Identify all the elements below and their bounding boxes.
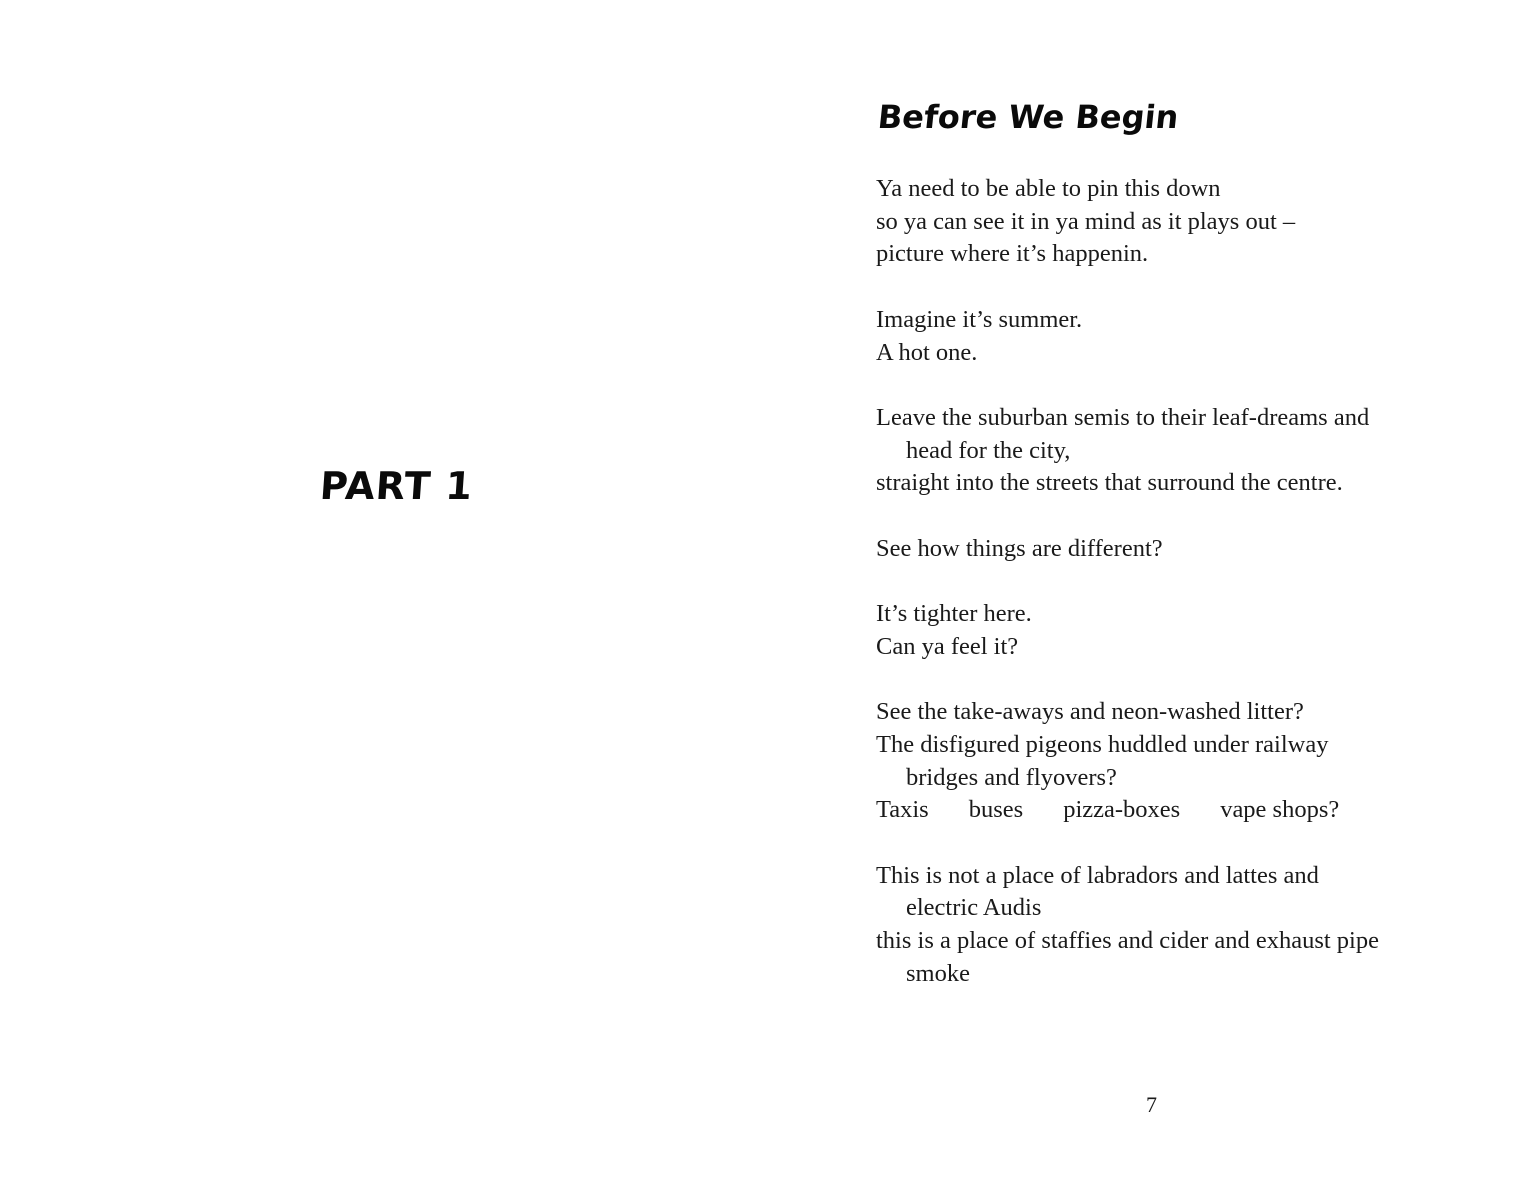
spaced-word: buses — [968, 796, 1024, 824]
spaced-poem-line — [876, 794, 1496, 827]
poem-line: picture where it’s happenin. — [876, 240, 1149, 268]
poem-line-continuation: bridges and flyovers? — [906, 763, 1117, 791]
stanza — [876, 533, 1496, 566]
spaced-word: Taxis — [876, 796, 929, 824]
poem-line: A hot one. — [876, 338, 978, 366]
poem-line: See how things are different? — [876, 534, 1163, 562]
poem-line: Ya need to be able to pin this down — [876, 175, 1221, 202]
poem-line: See the take-aways and neon-washed litter? — [876, 698, 1304, 726]
part-heading: PART 1 — [318, 464, 475, 508]
poem-line-continuation: head for the city, — [906, 436, 1071, 464]
poem-line: so ya can see it in ya mind as it plays out – — [876, 207, 1296, 235]
stanza — [876, 598, 1496, 663]
poem-line: The disfigured pigeons huddled under railway — [876, 730, 1329, 758]
stanza — [876, 696, 1496, 827]
right-page — [768, 0, 1536, 1179]
poem-line: Imagine it’s summer. — [876, 305, 1083, 333]
poem-line: straight into the streets that surround the centre. — [876, 469, 1343, 497]
poem-line-continuation: electric Audis — [906, 894, 1042, 922]
spaced-word: pizza-boxes — [1063, 796, 1181, 824]
page-number: 7 — [1146, 1092, 1157, 1117]
poem-line: It’s tighter here. — [876, 600, 1032, 628]
poem-line: This is not a place of labradors and lattes and — [876, 861, 1319, 889]
poem-line: Leave the suburban semis to their leaf-dreams and — [876, 403, 1370, 431]
poem-body — [876, 173, 1496, 1023]
poem-line: Can ya feel it? — [876, 632, 1019, 660]
stanza — [876, 304, 1496, 369]
spaced-word: vape shops? — [1220, 796, 1340, 824]
poem-title: Before We Begin — [876, 98, 1181, 136]
stanza — [876, 860, 1496, 991]
stanza — [876, 173, 1496, 271]
poem-line: this is a place of staffies and cider and exhaust pipe — [876, 927, 1379, 955]
stanza — [876, 402, 1496, 500]
poem-line-continuation: smoke — [906, 959, 970, 987]
